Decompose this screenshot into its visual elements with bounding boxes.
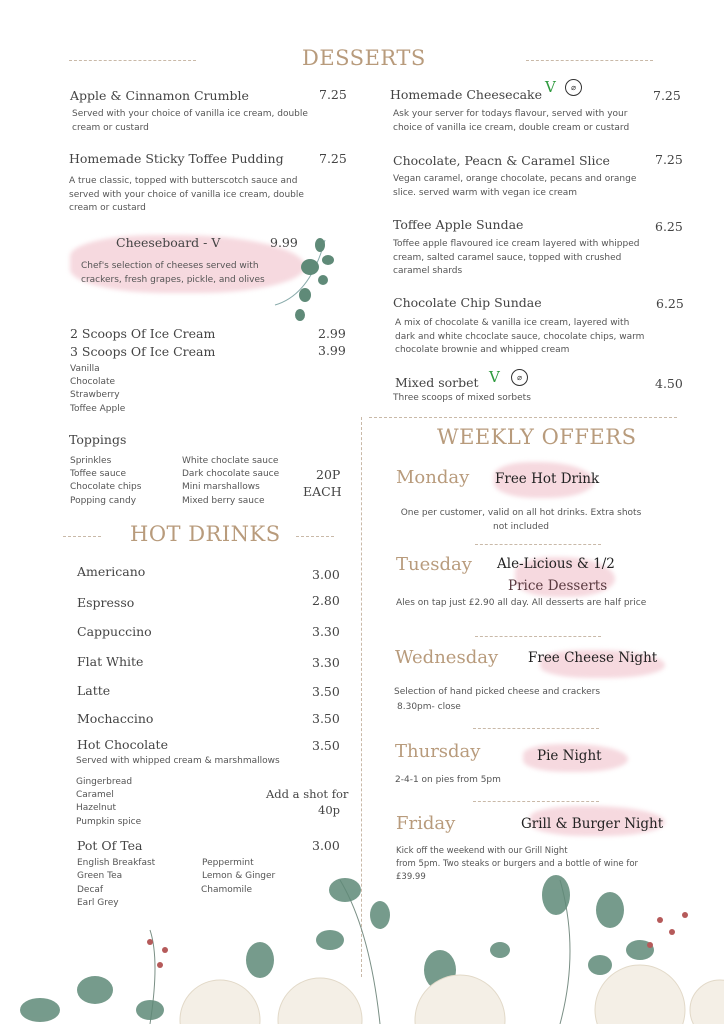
shot-price: 40p bbox=[318, 803, 340, 817]
drink-name: Americano bbox=[77, 564, 146, 579]
tea-price: 3.00 bbox=[312, 838, 340, 853]
vegan-icon: V bbox=[489, 368, 500, 386]
drink-name: Mochaccino bbox=[77, 711, 154, 726]
cheeseboard-price: 9.99 bbox=[270, 235, 298, 250]
toppings-title: Toppings bbox=[69, 432, 127, 447]
hot-chocolate-desc: Served with whipped cream & marshmallows bbox=[76, 756, 280, 766]
drink-name: Hot Chocolate bbox=[77, 737, 168, 752]
divider bbox=[475, 636, 601, 637]
tea: Earl Grey bbox=[77, 898, 119, 908]
cheeseboard-name: Cheeseboard - V bbox=[116, 235, 221, 250]
item-desc: Served with your choice of vanilla ice cream, double cream or custard bbox=[72, 109, 308, 133]
offer-title: Free Hot Drink bbox=[495, 471, 600, 487]
offer-title: Ale-Licious & 1/2 bbox=[497, 556, 615, 572]
eucalyptus-icon bbox=[270, 235, 340, 325]
offer-desc: 8.30pm- close bbox=[397, 702, 461, 712]
offer-desc: £39.99 bbox=[396, 872, 426, 882]
toppings-price: 20P bbox=[316, 467, 341, 482]
offer-title: Free Cheese Night bbox=[528, 650, 658, 666]
syrup: Gingerbread bbox=[76, 777, 133, 787]
offer-desc: Ales on tap just £2.90 all day. All desserts are half price bbox=[396, 598, 647, 608]
divider bbox=[473, 728, 599, 729]
tea: Green Tea bbox=[77, 871, 123, 881]
hot-drinks-title: HOT DRINKS bbox=[130, 522, 281, 546]
day-tuesday: Tuesday bbox=[396, 554, 472, 575]
drink-name: Flat White bbox=[77, 654, 144, 669]
syrup: Caramel bbox=[76, 790, 114, 800]
item-price: 7.25 bbox=[319, 87, 347, 102]
toppings-each: EACH bbox=[303, 484, 342, 499]
ice-cream-2: 2 Scoops Of Ice Cream bbox=[70, 326, 216, 341]
item-name: Chocolate Chip Sundae bbox=[393, 295, 542, 310]
item-desc: Ask your server for todays flavour, served with your choice of vanilla ice cream, double cream or custard bbox=[393, 109, 630, 133]
topping: Mini marshallows bbox=[182, 482, 260, 492]
tea: English Breakfast bbox=[77, 858, 156, 868]
syrup: Hazelnut bbox=[76, 803, 116, 813]
drink-name: Latte bbox=[77, 683, 111, 698]
item-price: 6.25 bbox=[656, 296, 684, 311]
day-wednesday: Wednesday bbox=[395, 647, 499, 668]
item-price: 4.50 bbox=[655, 376, 683, 391]
syrup: Pumpkin spice bbox=[76, 817, 142, 827]
item-desc: Three scoops of mixed sorbets bbox=[393, 393, 531, 403]
topping: Popping candy bbox=[70, 496, 137, 506]
flavour: Vanilla bbox=[70, 364, 100, 374]
divider bbox=[63, 536, 101, 537]
divider bbox=[475, 544, 601, 545]
cheeseboard-desc: Chef's selection of cheeses served with crackers, fresh grapes, pickle, and olives bbox=[81, 261, 265, 285]
item-price: 6.25 bbox=[655, 219, 683, 234]
day-thursday: Thursday bbox=[395, 741, 481, 762]
item-name: Homemade Sticky Toffee Pudding bbox=[69, 151, 284, 166]
tea-name: Pot Of Tea bbox=[77, 838, 143, 853]
offer-desc: Kick off the weekend with our Grill Night bbox=[396, 846, 568, 856]
vegan-icon: V bbox=[545, 78, 556, 96]
drink-price: 3.50 bbox=[312, 711, 340, 726]
item-name: Toffee Apple Sundae bbox=[393, 217, 524, 232]
drink-price: 3.00 bbox=[312, 567, 340, 582]
drink-price: 3.50 bbox=[312, 738, 340, 753]
divider bbox=[473, 801, 599, 802]
topping: Mixed berry sauce bbox=[182, 496, 265, 506]
price: 2.99 bbox=[318, 326, 346, 341]
offer-title: Pie Night bbox=[537, 748, 602, 764]
tea: Peppermint bbox=[202, 858, 254, 868]
tea: Lemon & Ginger bbox=[202, 871, 276, 881]
item-desc: A true classic, topped with butterscotch sauce and served with your choice of vanilla ice cream, double cream or custard bbox=[69, 176, 304, 213]
item-name: Homemade Cheesecake bbox=[390, 87, 543, 102]
item-desc: Toffee apple flavoured ice cream layered with whipped cream, salted caramel sauce, topped with crushed caramel shards bbox=[393, 239, 640, 276]
desserts-title: DESSERTS bbox=[302, 46, 426, 70]
flavour: Chocolate bbox=[70, 377, 116, 387]
drink-price: 3.50 bbox=[312, 684, 340, 699]
item-desc: A mix of chocolate & vanilla ice cream, layered with dark and white chcoclate sauce, chocolate chips, warm chocolate brownie and whipped cream bbox=[395, 318, 645, 355]
offer-title: Grill & Burger Night bbox=[521, 816, 664, 832]
offer-desc: from 5pm. Two steaks or burgers and a bottle of wine for bbox=[396, 859, 639, 869]
topping: Chocolate chips bbox=[70, 482, 142, 492]
divider bbox=[69, 60, 196, 61]
offer-desc: 2-4-1 on pies from 5pm bbox=[395, 775, 501, 785]
item-price: 7.25 bbox=[655, 152, 683, 167]
day-monday: Monday bbox=[396, 467, 470, 488]
topping: Sprinkles bbox=[70, 456, 112, 466]
floral-decoration-icon bbox=[0, 870, 724, 1024]
item-name: Mixed sorbet bbox=[395, 375, 479, 390]
drink-name: Cappuccino bbox=[77, 624, 152, 639]
topping: Dark chocolate sauce bbox=[182, 469, 280, 479]
divider bbox=[369, 417, 677, 418]
drink-price: 3.30 bbox=[312, 624, 340, 639]
tea: Decaf bbox=[77, 885, 104, 895]
offer-desc: One per customer, valid on all hot drinks. Extra shots not included bbox=[400, 508, 642, 532]
topping: Toffee sauce bbox=[70, 469, 127, 479]
tea: Chamomile bbox=[201, 885, 253, 895]
weekly-offers-title: WEEKLY OFFERS bbox=[437, 425, 637, 449]
divider bbox=[296, 536, 334, 537]
item-name: Apple & Cinnamon Crumble bbox=[70, 88, 249, 103]
flavour: Toffee Apple bbox=[70, 404, 126, 414]
ice-cream-3: 3 Scoops Of Ice Cream bbox=[70, 344, 216, 359]
item-desc: Vegan caramel, orange chocolate, pecans and orange slice. served warm with vegan ice cream bbox=[393, 174, 637, 198]
offer-title: Price Desserts bbox=[508, 578, 608, 594]
gluten-free-icon: ⌀ bbox=[511, 369, 528, 386]
drink-price: 3.30 bbox=[312, 655, 340, 670]
day-friday: Friday bbox=[396, 813, 456, 834]
drink-name: Espresso bbox=[77, 595, 135, 610]
price: 3.99 bbox=[318, 343, 346, 358]
offer-desc: Selection of hand picked cheese and crackers bbox=[394, 687, 601, 697]
item-price: 7.25 bbox=[319, 151, 347, 166]
divider bbox=[526, 60, 653, 61]
item-price: 7.25 bbox=[653, 88, 681, 103]
topping: White choclate sauce bbox=[182, 456, 279, 466]
flavour: Strawberry bbox=[70, 390, 120, 400]
item-name: Chocolate, Peacn & Caramel Slice bbox=[393, 153, 610, 168]
shot-note: Add a shot for bbox=[266, 787, 349, 801]
drink-price: 2.80 bbox=[312, 593, 340, 608]
gluten-free-icon: ⌀ bbox=[565, 79, 582, 96]
